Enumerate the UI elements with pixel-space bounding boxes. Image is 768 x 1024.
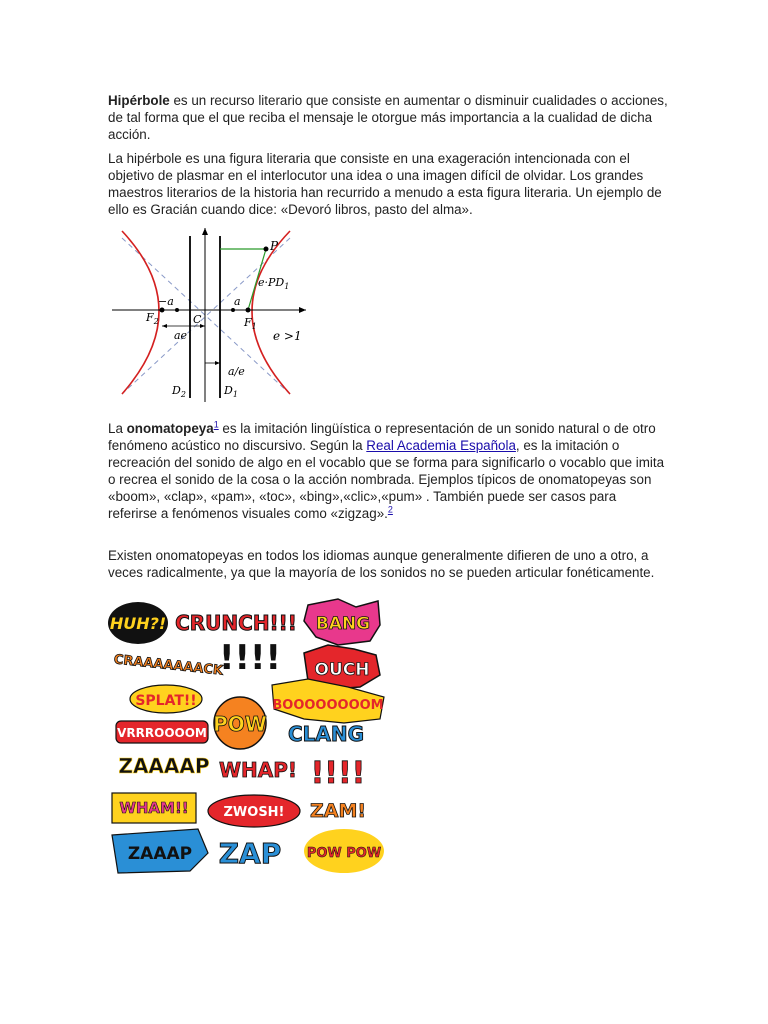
paragraph-idiomas: Existen onomatopeyas en todos los idiomas aunque generalmente difieren de uno a otro, a veces radicalmente, ya que la mayoría de los sonidos no se pueden articular fonéticamente. xyxy=(108,548,655,580)
point-p xyxy=(264,247,269,252)
label-d1: $D_1$ xyxy=(224,384,238,399)
focus-f2-point xyxy=(160,308,165,313)
sticker-huh xyxy=(108,602,168,644)
sticker-craaak xyxy=(113,652,224,678)
svg-text:BANG: BANG xyxy=(315,614,371,634)
paragraph-text: , es la imitación o recreación del sonido de algo en el vocablo que se forma para significarlo o vocablo que imita o recrea el sonido de la cosa o la acción nombrada. Ejemplos típicos de onomatopeyas son «boom», «clap», «pam», «toc», «bing»,«clic»,«pum» . También puede ser casos para referirse a fenómenos visuales como «zigzag». xyxy=(108,438,665,521)
x-axis-arrow xyxy=(299,307,306,313)
footnote-ref-1[interactable]: 1 xyxy=(213,419,219,430)
label-ae: ae xyxy=(174,329,188,342)
sticker-zwosh xyxy=(208,795,300,827)
svg-text:POW: POW xyxy=(213,712,267,736)
link-real-academia[interactable]: Real Academia Española xyxy=(366,438,516,453)
sticker-zap xyxy=(219,837,282,870)
svg-text:CLANG: CLANG xyxy=(287,722,365,746)
paragraph-text: es la imitación lingüística o representación de un sonido natural o de otro fenómeno acústico no discursivo. Según la xyxy=(108,421,656,453)
hyperbola-right-branch xyxy=(252,231,290,394)
focus-f1-point xyxy=(246,308,251,313)
sticker-whap xyxy=(219,758,297,782)
label-d2: $D_2$ xyxy=(172,384,186,399)
footnote-ref-2[interactable]: 2 xyxy=(387,504,393,515)
svg-text:ZAAAAP: ZAAAAP xyxy=(118,754,210,778)
paragraph-hiperbole-definition: La hipérbole es una figura literaria que consiste en una exageración intencionada con el objetivo de plasmar en el interlocutor una idea o una imagen difícil de olvidar. Los grandes maestros literarios de la historia han recurrido a menudo a esta figura literaria. Un ejemplo de ello es Gracián cuando dice: «Devoró libros, pasto del alma». xyxy=(108,151,662,217)
svg-text:POW POW: POW POW xyxy=(306,846,382,861)
svg-text:ZWOSH!: ZWOSH! xyxy=(223,805,285,820)
label-c: C xyxy=(193,313,202,326)
paragraph-hiperbole-intro xyxy=(108,92,668,143)
label-neg-a: −a xyxy=(158,295,174,308)
label-a-over-e: a/e xyxy=(228,365,245,378)
sticker-zaaaap xyxy=(118,754,209,778)
hyperbola-diagram xyxy=(108,226,308,406)
term-hiperbole: Hipérbole xyxy=(108,93,170,108)
vertex-right-point xyxy=(231,308,235,312)
svg-text:ZAP: ZAP xyxy=(218,837,282,870)
vertex-left-point xyxy=(175,308,179,312)
label-e-pd1: $e\cdot PD_1$ xyxy=(258,276,290,291)
label-a: a xyxy=(234,295,241,308)
svg-text:BOOOOOOOOM: BOOOOOOOOM xyxy=(272,698,384,713)
sticker-wham xyxy=(112,793,196,823)
onomatopoeia-collage xyxy=(108,597,388,879)
sticker-clang xyxy=(288,722,364,746)
label-f2: $F_2$ xyxy=(146,311,159,326)
label-f1: $F_1$ xyxy=(244,316,257,331)
svg-text:ZAM!: ZAM! xyxy=(309,800,367,822)
sticker-powpow xyxy=(304,829,384,873)
svg-text:WHAP!: WHAP! xyxy=(218,758,298,782)
paragraph-onomatopeya xyxy=(108,420,668,522)
svg-text:SPLAT!!: SPLAT!! xyxy=(135,693,197,709)
term-onomatopeya: onomatopeya xyxy=(126,421,214,436)
svg-text:CRAAAAAAACK: CRAAAAAAACK xyxy=(113,652,224,679)
paragraph-text: es un recurso literario que consiste en aumentar o disminuir cualidades o acciones, de tal forma que el que reciba el mensaje le otorgue más importancia a la cualidad de dicha acción. xyxy=(108,93,668,142)
svg-text:VRRROOOOM: VRRROOOOM xyxy=(117,726,207,740)
sticker-bang xyxy=(304,599,380,645)
svg-text:!!!!: !!!! xyxy=(310,756,366,791)
sticker-exclamations xyxy=(219,638,281,678)
sticker-zaaap xyxy=(112,829,208,873)
sticker-crunch xyxy=(175,611,297,635)
sticker-vrrooom xyxy=(116,721,208,743)
label-p: P xyxy=(270,239,279,253)
sticker-zam xyxy=(310,800,366,822)
sticker-booom xyxy=(272,679,384,723)
paragraph-text: La xyxy=(108,421,127,436)
svg-text:WHAM!!: WHAM!! xyxy=(119,799,189,817)
label-e-gt-1: e >1 xyxy=(273,329,302,343)
svg-text:CRUNCH!!!: CRUNCH!!! xyxy=(175,611,297,635)
svg-text:OUCH: OUCH xyxy=(314,660,370,680)
sticker-splat xyxy=(130,685,202,713)
svg-text:!!!!: !!!! xyxy=(218,638,282,678)
sticker-exclamations-2 xyxy=(311,756,366,791)
sticker-pow xyxy=(213,697,267,749)
y-axis-arrow xyxy=(202,228,208,235)
svg-text:ZAAAP: ZAAAP xyxy=(127,844,193,864)
ae-arrow-left xyxy=(162,324,167,328)
svg-text:HUH?!: HUH?! xyxy=(109,614,167,633)
